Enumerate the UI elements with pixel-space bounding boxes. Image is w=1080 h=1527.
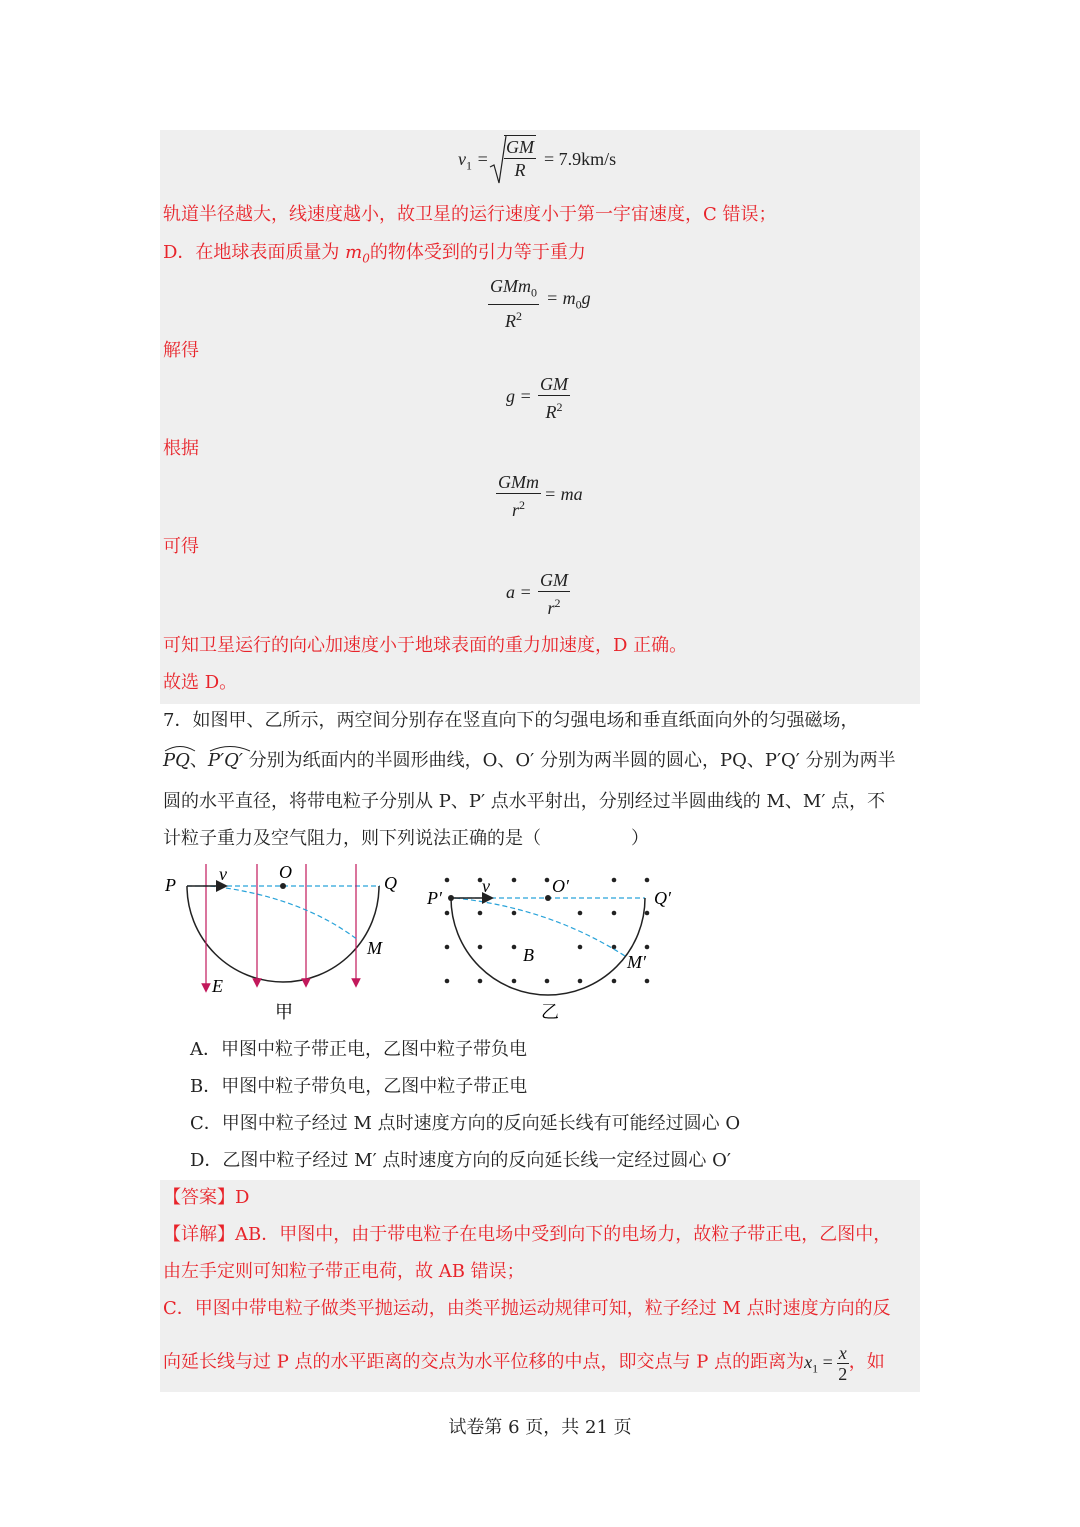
label-m: M xyxy=(367,938,382,958)
question-line-3: 圆的水平直径，将带电粒子分别从 P、P′ 点水平射出，分别经过半圆曲线的 M、M′ 点，不 xyxy=(163,791,886,812)
figure-yi xyxy=(426,876,672,1022)
arc-pq: PQ xyxy=(163,750,190,771)
equation-v1: $v_1$ = GM R = 7.9km/s xyxy=(458,135,658,187)
equation-a: a = GM $r^2$ xyxy=(506,570,568,618)
label-m-prime: M′ xyxy=(627,952,646,972)
label-o: O xyxy=(279,862,292,882)
caption-jia: 甲 xyxy=(275,1002,293,1022)
label-jiede: 解得 xyxy=(163,340,199,361)
solution-choose: 故选 D。 xyxy=(163,672,238,693)
semicircle-jia xyxy=(187,886,379,982)
center-o xyxy=(280,883,286,889)
label-v: v xyxy=(219,864,227,884)
answer-line: 【答案】D xyxy=(163,1187,250,1208)
label-b: B xyxy=(523,945,534,965)
label-genju: 根据 xyxy=(163,438,199,459)
equation-gravity-equals-weight: GMm$_0$ $R^2$ = $m_0g$ xyxy=(490,276,591,331)
solution-conclusion: 可知卫星运行的向心加速度小于地球表面的重力加速度，D 正确。 xyxy=(163,635,688,656)
label-q-prime: Q′ xyxy=(654,888,671,908)
label-kede: 可得 xyxy=(163,536,199,557)
label-p: P xyxy=(165,875,176,895)
solution-line-d: D．在地球表面质量为 $m_0$的物体受到的引力等于重力 xyxy=(163,242,586,266)
equation-g: g = GM $R^2$ xyxy=(506,374,568,422)
arc-pq-prime: P′Q′ xyxy=(208,750,243,771)
label-q: Q xyxy=(384,873,397,893)
magnetic-field-dots xyxy=(445,878,650,984)
label-e: E xyxy=(212,976,223,996)
caption-yi: 乙 xyxy=(541,1002,559,1022)
label-o-prime: O′ xyxy=(552,876,569,896)
center-o-prime xyxy=(545,895,551,901)
solution-line-c: 轨道半径越大，线速度越小，故卫星的运行速度小于第一宇宙速度，C 错误； xyxy=(163,204,777,225)
trajectory-jia xyxy=(210,886,358,940)
option-c: C．甲图中粒子经过 M 点时速度方向的反向延长线有可能经过圆心 O xyxy=(190,1113,741,1134)
label-p-prime: P′ xyxy=(427,888,442,908)
option-d: D．乙图中粒子经过 M′ 点时速度方向的反向延长线一定经过圆心 O′ xyxy=(190,1150,731,1171)
answer-value: D xyxy=(235,1187,250,1208)
question-line-1: 7．如图甲、乙所示，两空间分别存在竖直向下的匀强电场和垂直纸面向外的匀强磁场， xyxy=(163,710,859,731)
figure-jia-yi xyxy=(160,858,720,1028)
question-line-2: PQ、 P′Q′ 分别为纸面内的半圆形曲线，O、O′ 分别为两半圆的圆心，PQ、P′Q′ 分别为两半 xyxy=(163,746,896,772)
detail-line-3: C．甲图中带电粒子做类平抛运动，由类平抛运动规律可知，粒子经过 M 点时速度方向的反 xyxy=(163,1298,891,1319)
figure-jia xyxy=(164,862,397,1022)
label-v: v xyxy=(482,876,490,896)
detail-line-1: 【详解】AB．甲图中，由于带电粒子在电场中受到向下的电场力，故粒子带正电，乙图中， xyxy=(163,1224,892,1245)
question-line-4: 计粒子重力及空气阻力，则下列说法正确的是（ ） xyxy=(163,828,649,849)
option-a: A．甲图中粒子带正电，乙图中粒子带负电 xyxy=(190,1039,527,1060)
page-footer: 试卷第 6 页，共 21 页 xyxy=(448,1417,632,1438)
equation-gmm-ma: GMm $r^2$ = ma xyxy=(498,472,583,520)
detail-line-2: 由左手定则可知粒子带正电荷，故 AB 错误； xyxy=(163,1261,525,1282)
option-b: B．甲图中粒子带负电，乙图中粒子带正电 xyxy=(190,1076,528,1097)
detail-line-4: 向延长线与过 P 点的水平距离的交点为水平位移的中点，即交点与 P 点的距离为$x_1$ = $\frac{x}{2}$ ，如 xyxy=(163,1343,885,1384)
